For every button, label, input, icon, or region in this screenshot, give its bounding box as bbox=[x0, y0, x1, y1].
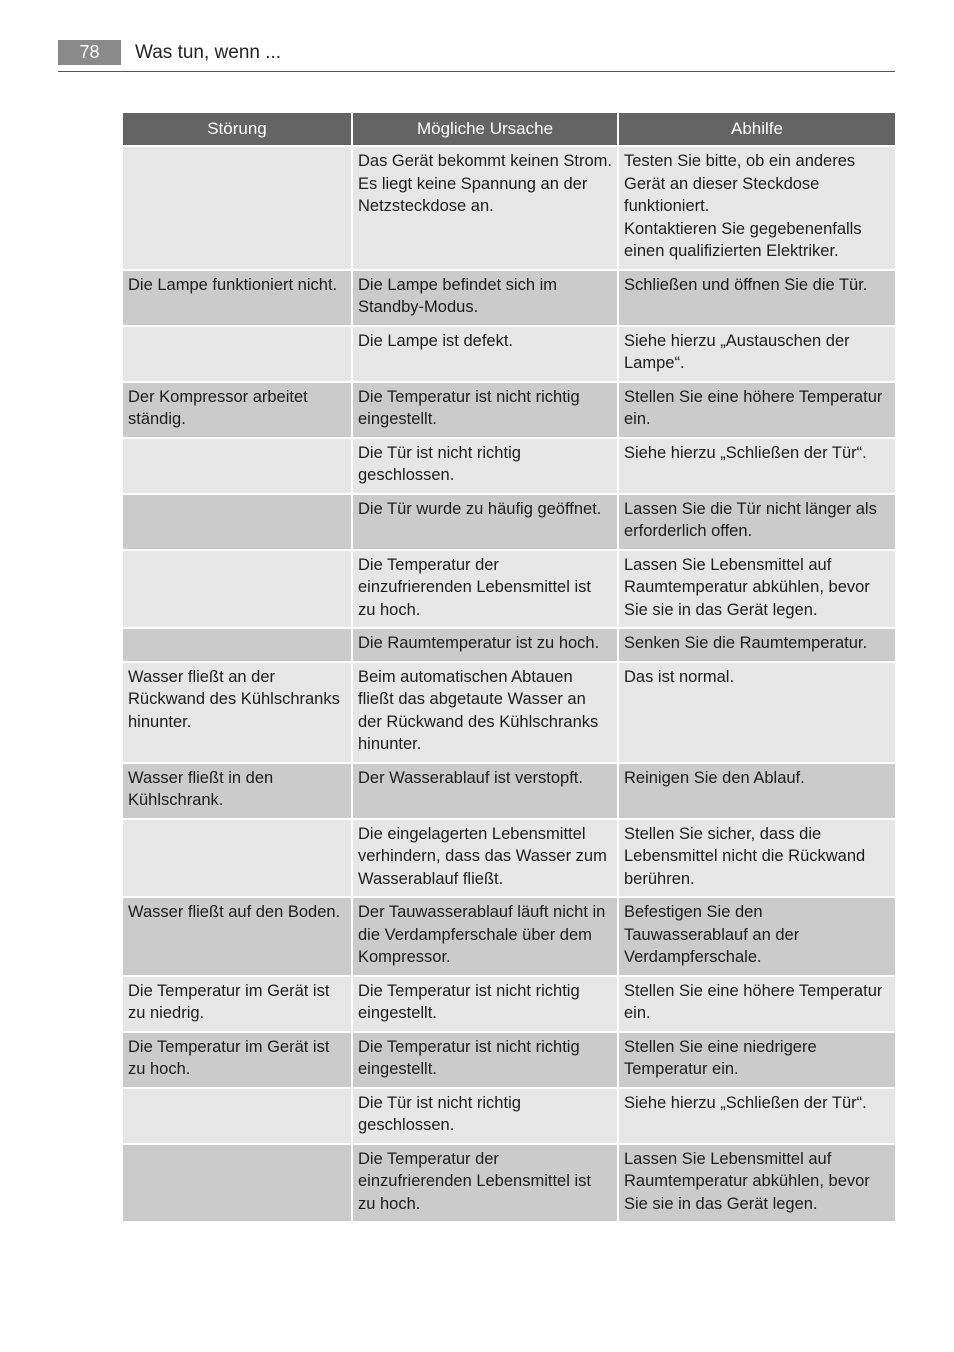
cell-problem: Der Kompressor arbeitet ständig. bbox=[123, 383, 351, 437]
cell-problem: Die Temperatur im Gerät ist zu hoch. bbox=[123, 1033, 351, 1087]
cell-problem bbox=[123, 1089, 351, 1143]
table-row bbox=[123, 629, 895, 661]
cell-cause: Die Tür ist nicht richtig geschlossen. bbox=[353, 1089, 617, 1143]
cell-problem bbox=[123, 629, 351, 661]
cell-problem bbox=[123, 147, 351, 269]
table-row bbox=[123, 1145, 895, 1222]
cell-remedy: Das ist normal. bbox=[619, 663, 895, 762]
table-header-row bbox=[123, 113, 895, 145]
cell-remedy: Lassen Sie die Tür nicht länger als erforderlich offen. bbox=[619, 495, 895, 549]
cell-cause: Das Gerät bekommt keinen Strom. Es liegt keine Spannung an der Netzsteckdose an. bbox=[353, 147, 617, 269]
table-row bbox=[123, 383, 895, 437]
cell-cause: Die Temperatur der einzufrierenden Lebensmittel ist zu hoch. bbox=[353, 551, 617, 628]
troubleshooting-table bbox=[121, 111, 897, 1223]
cell-cause: Die Raumtemperatur ist zu hoch. bbox=[353, 629, 617, 661]
cell-problem: Wasser fließt an der Rückwand des Kühlschranks hinunter. bbox=[123, 663, 351, 762]
cell-cause: Beim automatischen Abtauen fließt das abgetaute Wasser an der Rückwand des Kühlschranks hinunter. bbox=[353, 663, 617, 762]
table-row bbox=[123, 764, 895, 818]
table-row bbox=[123, 271, 895, 325]
cell-remedy: Senken Sie die Raumtemperatur. bbox=[619, 629, 895, 661]
cell-problem bbox=[123, 1145, 351, 1222]
cell-remedy: Befestigen Sie den Tauwasserablauf an der Verdampferschale. bbox=[619, 898, 895, 975]
cell-cause: Der Wasserablauf ist verstopft. bbox=[353, 764, 617, 818]
cell-remedy: Stellen Sie eine höhere Temperatur ein. bbox=[619, 977, 895, 1031]
table-row bbox=[123, 820, 895, 897]
page-title: Was tun, wenn ... bbox=[135, 42, 282, 63]
cell-cause: Die Tür wurde zu häufig geöffnet. bbox=[353, 495, 617, 549]
table-row bbox=[123, 898, 895, 975]
column-header-problem: Störung bbox=[123, 113, 351, 145]
cell-problem bbox=[123, 327, 351, 381]
page-number: 78 bbox=[58, 40, 121, 65]
table-row bbox=[123, 147, 895, 269]
cell-remedy: Schließen und öffnen Sie die Tür. bbox=[619, 271, 895, 325]
column-header-remedy: Abhilfe bbox=[619, 113, 895, 145]
table-row bbox=[123, 439, 895, 493]
cell-problem: Wasser fließt in den Kühlschrank. bbox=[123, 764, 351, 818]
table-row bbox=[123, 1033, 895, 1087]
cell-cause: Die Temperatur ist nicht richtig eingestellt. bbox=[353, 383, 617, 437]
cell-remedy: Siehe hierzu „Schließen der Tür“. bbox=[619, 439, 895, 493]
cell-cause: Die Tür ist nicht richtig geschlossen. bbox=[353, 439, 617, 493]
table-row bbox=[123, 663, 895, 762]
cell-cause: Die eingelagerten Lebensmittel verhindern, dass das Wasser zum Wasserablauf fließt. bbox=[353, 820, 617, 897]
cell-problem: Die Lampe funktioniert nicht. bbox=[123, 271, 351, 325]
cell-problem: Wasser fließt auf den Boden. bbox=[123, 898, 351, 975]
table-row bbox=[123, 495, 895, 549]
cell-problem bbox=[123, 439, 351, 493]
cell-remedy: Reinigen Sie den Ablauf. bbox=[619, 764, 895, 818]
cell-problem: Die Temperatur im Gerät ist zu niedrig. bbox=[123, 977, 351, 1031]
table-row bbox=[123, 551, 895, 628]
table-row bbox=[123, 977, 895, 1031]
cell-cause: Die Temperatur ist nicht richtig eingestellt. bbox=[353, 977, 617, 1031]
cell-problem bbox=[123, 551, 351, 628]
cell-cause: Die Lampe befindet sich im Standby-Modus. bbox=[353, 271, 617, 325]
cell-problem bbox=[123, 495, 351, 549]
cell-remedy: Lassen Sie Lebensmittel auf Raumtemperatur abkühlen, bevor Sie sie in das Gerät legen. bbox=[619, 1145, 895, 1222]
cell-remedy: Siehe hierzu „Austauschen der Lampe“. bbox=[619, 327, 895, 381]
cell-cause: Die Temperatur ist nicht richtig eingestellt. bbox=[353, 1033, 617, 1087]
column-header-cause: Mögliche Ursache bbox=[353, 113, 617, 145]
cell-problem bbox=[123, 820, 351, 897]
cell-remedy: Stellen Sie sicher, dass die Lebensmittel nicht die Rückwand berühren. bbox=[619, 820, 895, 897]
cell-cause: Die Lampe ist defekt. bbox=[353, 327, 617, 381]
cell-remedy: Lassen Sie Lebensmittel auf Raumtemperatur abkühlen, bevor Sie sie in das Gerät legen. bbox=[619, 551, 895, 628]
table-row bbox=[123, 327, 895, 381]
cell-remedy: Siehe hierzu „Schließen der Tür“. bbox=[619, 1089, 895, 1143]
page-header bbox=[58, 40, 895, 72]
cell-remedy: Testen Sie bitte, ob ein anderes Gerät an dieser Steckdose funktioniert. Kontaktieren Sie gegebenenfalls einen qualifizierten Elektriker. bbox=[619, 147, 895, 269]
table-row bbox=[123, 1089, 895, 1143]
cell-remedy: Stellen Sie eine niedrigere Temperatur ein. bbox=[619, 1033, 895, 1087]
cell-remedy: Stellen Sie eine höhere Temperatur ein. bbox=[619, 383, 895, 437]
cell-cause: Der Tauwasserablauf läuft nicht in die Verdampferschale über dem Kompressor. bbox=[353, 898, 617, 975]
cell-cause: Die Temperatur der einzufrierenden Lebensmittel ist zu hoch. bbox=[353, 1145, 617, 1222]
